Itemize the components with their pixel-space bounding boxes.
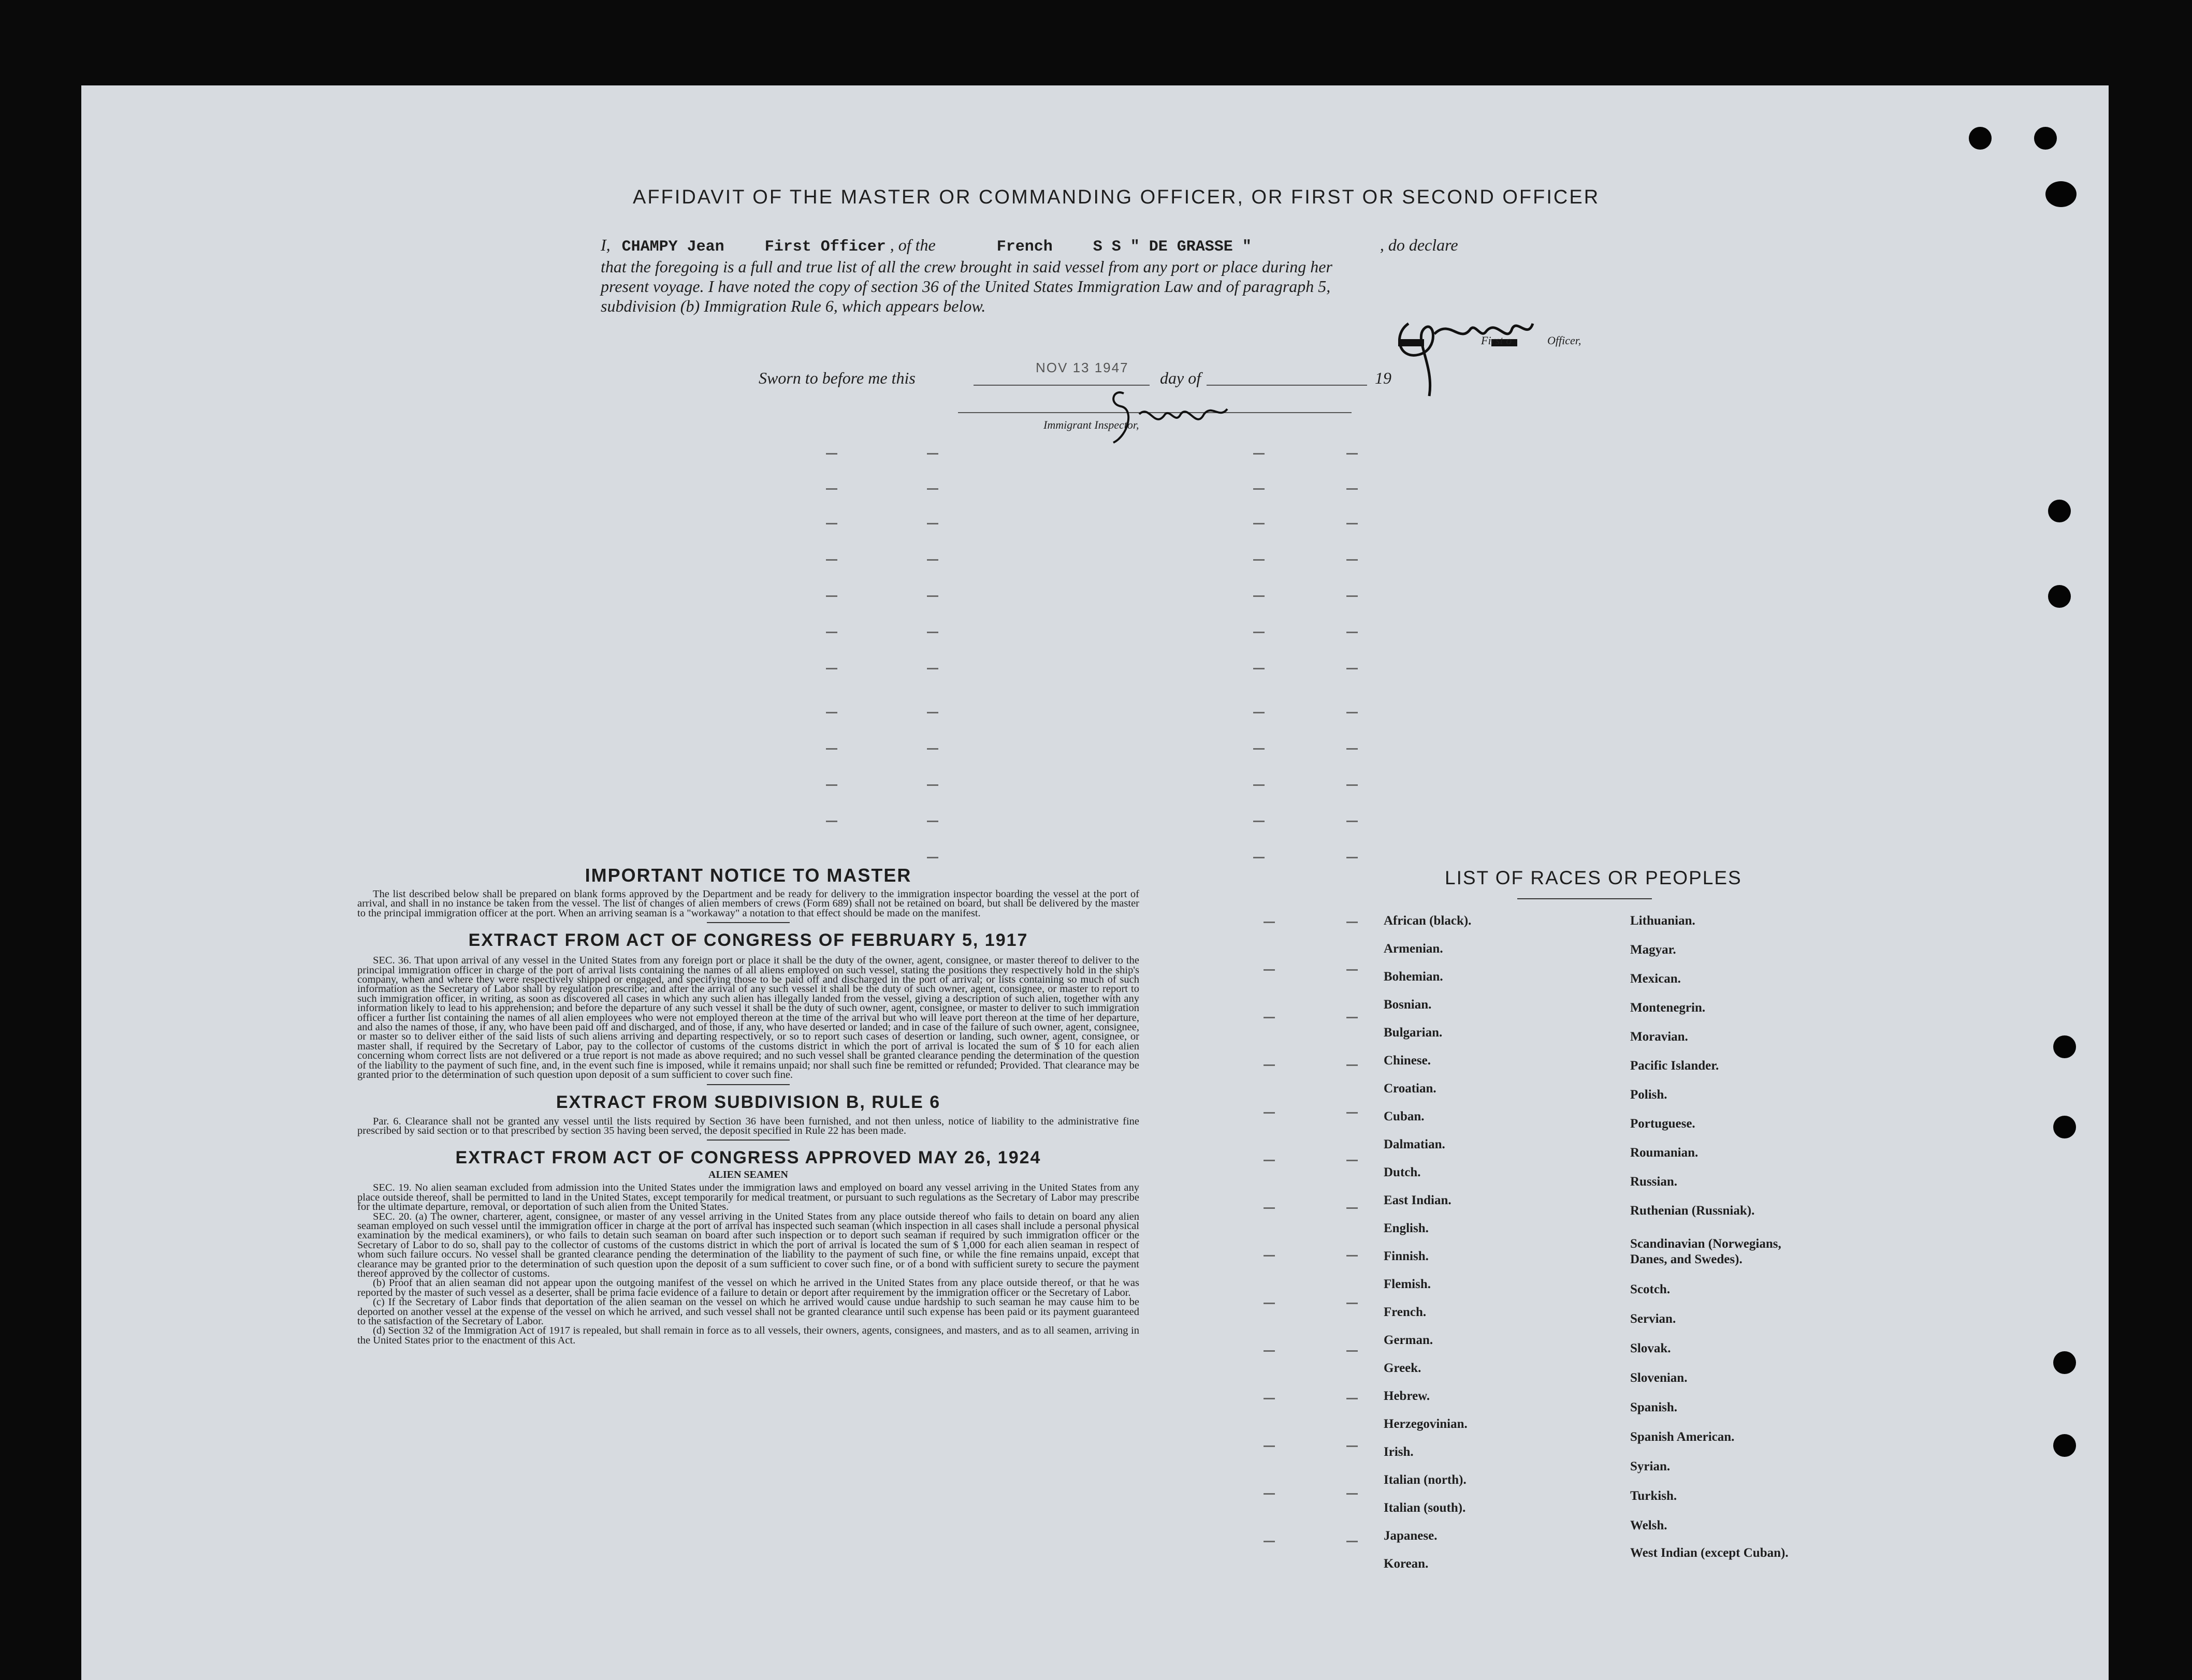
dash-mark: [1346, 748, 1358, 750]
dash-mark: [826, 712, 837, 713]
race-item: Dutch.: [1384, 1165, 1421, 1179]
officer-name: CHAMPY Jean: [621, 238, 724, 256]
race-item: Japanese.: [1384, 1529, 1438, 1543]
dash-mark: [1264, 1303, 1275, 1304]
dash-mark: [1253, 559, 1265, 561]
dash-mark: [1253, 668, 1265, 669]
race-item: Bohemian.: [1384, 970, 1443, 984]
race-item: East Indian.: [1384, 1193, 1451, 1207]
race-item: Finnish.: [1384, 1249, 1429, 1263]
dash-mark: [1346, 1303, 1358, 1304]
dash-mark: [826, 821, 837, 822]
nationality: French: [996, 238, 1053, 256]
dash-mark: [826, 748, 837, 750]
race-item: Moravian.: [1630, 1030, 1688, 1044]
punch-hole: [2053, 1351, 2076, 1374]
race-item: Herzegovinian.: [1384, 1417, 1468, 1431]
race-item: West Indian (except Cuban).: [1630, 1546, 1789, 1560]
dash-mark: [1253, 488, 1265, 490]
punch-hole: [2034, 127, 2057, 150]
dash-mark: [1264, 1493, 1275, 1495]
officer-title-label-2: Officer,: [1547, 334, 1581, 347]
extract-1917-heading: EXTRACT FROM ACT OF CONGRESS OF FEBRUARY 5, 1917: [468, 930, 1028, 951]
dash-mark: [927, 668, 938, 669]
race-item: English.: [1384, 1221, 1429, 1235]
dash-mark: [1346, 1160, 1358, 1161]
race-item: German.: [1384, 1333, 1433, 1347]
extract-1917-body: SEC. 36. That upon arrival of any vessel in the United States from any foreign port or place it shall be the duty of the owner, agent, consignee, or master thereof to deliver to the principal immigration officer in charge of the port of arrival lists containing the names of all aliens employed on such vessel, stating the positions they respectively hold in the ship's company, when and where they were respectively shipped or engaged, and specifying those to be paid off and discharged in the port of arrival; or lists containing so much of such information as the Secretary of Labor shall by regulation prescribe; and after the arrival of any such vessel it shall be the duty of such owner, agent, consignee, or master to report to such immigration officer, in writing, as soon as discovered all cases in which any such alien has illegally landed from the vessel, giving a description of such alien, together with any information likely to lead to his apprehension; and before the departure of any such vessel it shall be the duty of such owner, agent, consignee, or master to deliver to such immigration officer a further list containing the names of all alien employees who were not employed thereon at the time of the arrival but who will leave port thereon at the time of her departure, and also the names of those, if any, who have been paid off and discharged, and of those, if any, who have deserted or landed; and in case of the failure of such owner, agent, consignee, or master so to deliver either of the said lists of such aliens arriving and departing respectively, or so to report such cases of desertion or landing, such owner, agent, consignee, or master shall, if required by the Secretary of Labor, pay to the collector of customs of the customs district in which the port of arrival is located the sum of $ 10 for each alien concerning whom correct lists are not delivered or a true report is not made as above required; and no such vessel shall be granted clearance pending the determination of the question of the liability to the payment of such fine, and, in the event such fine is imposed, while it remains unpaid; nor shall such fine be remitted or refunded; Provided. That clearance may be granted prior to the determination of such question upon deposit of a sum sufficient to cover such fine.: [357, 955, 1139, 1081]
punch-hole: [2053, 1116, 2076, 1138]
month-field: [1207, 360, 1367, 386]
dash-mark: [1346, 668, 1358, 669]
alien-seamen-subheading: ALIEN SEAMEN: [708, 1169, 788, 1181]
dash-mark: [1264, 1112, 1275, 1114]
sworn-date-field: [974, 360, 1150, 386]
race-item: Scandinavian (Norwegians, Danes, and Swedes).: [1630, 1237, 1781, 1266]
race-item: Montenegrin.: [1630, 1001, 1706, 1015]
dash-mark: [1346, 922, 1358, 923]
punch-hole: [1969, 127, 1992, 150]
dash-mark: [1253, 748, 1265, 750]
dash-mark: [1346, 488, 1358, 490]
dash-mark: [927, 821, 938, 822]
race-item: Dalmatian.: [1384, 1137, 1445, 1151]
sec-20-body: SEC. 20. (a) The owner, charterer, agent, consignee, or master of any vessel arriving in the United States from any place outside thereof who fails to detain on board any alien seaman employed on such vessel until the immigration officer in charge at the port of arrival has inspected such seaman (which inspection in all cases shall include a personal physical examination by the medical examiners), or who fails to detain such seaman on board after such inspection or to deport such seaman if required by such immigration officer or the Secretary of Labor to do so, shall pay to the collector of customs of the customs district in which the port of arrival is located the sum of $ 1,000 for each alien seaman in respect of whom such failure occurs. No vessel shall be granted clearance pending the determination of the liability to the payment of such fine, or while the fine remains unpaid, except that clearance may be granted prior to the determination of such question upon the deposit of a sum sufficient to cover such fine, or of a bond with sufficient surety to secure the payment thereof approved by the collector of customs.: [357, 1210, 1139, 1279]
dash-mark: [1253, 632, 1265, 633]
race-item: Spanish American.: [1630, 1430, 1735, 1444]
race-item: Flemish.: [1384, 1277, 1431, 1291]
race-item: Welsh.: [1630, 1518, 1667, 1532]
race-item: Ruthenian (Russniak).: [1630, 1204, 1755, 1218]
affidavit-declaration-line: [601, 236, 1595, 256]
dash-mark: [1346, 1207, 1358, 1209]
date-stamp: NOV 13 1947: [1036, 360, 1129, 375]
dash-mark: [1346, 632, 1358, 633]
dash-mark: [1264, 1064, 1275, 1066]
day-of-label: day of: [1160, 369, 1201, 387]
affidavit-title: AFFIDAVIT OF THE MASTER OR COMMANDING OFFICER, OR FIRST OR SECOND OFFICER: [633, 186, 1600, 208]
dash-mark: [1346, 712, 1358, 713]
dash-mark: [826, 668, 837, 669]
inspector-label: Immigrant Inspector,: [1043, 418, 1139, 431]
notice-column: [357, 865, 1139, 1345]
race-item: Pacific Islander.: [1630, 1059, 1719, 1073]
race-item: Spanish.: [1630, 1400, 1678, 1414]
dash-mark: [1346, 1445, 1358, 1447]
sec-19-body: SEC. 19. No alien seaman excluded from admission into the United States under the immigration laws and employed on board any vessel arriving in the United States from any place outside thereof, shall be permitted to land in the United States, except temporarily for medical treatment, or pursuant to such regulations as the Secretary of Labor may prescribe for the ultimate departure, removal, or deportation of such alien from the United States.: [357, 1182, 1139, 1213]
race-item: Slovenian.: [1630, 1371, 1688, 1385]
dash-mark: [1346, 1255, 1358, 1257]
dash-mark: [927, 559, 938, 561]
race-item: Hebrew.: [1384, 1389, 1430, 1403]
race-item: Irish.: [1384, 1445, 1414, 1459]
officer-rank: First Officer: [764, 238, 886, 256]
punch-hole: [2048, 585, 2071, 608]
extract-1924-heading: EXTRACT FROM ACT OF CONGRESS APPROVED MAY 26, 1924: [455, 1148, 1041, 1168]
dash-mark: [1346, 1493, 1358, 1495]
dash-mark: [1264, 1207, 1275, 1209]
race-item: Magyar.: [1630, 943, 1676, 957]
inspector-signature: [1093, 383, 1248, 450]
dash-mark: [1346, 1112, 1358, 1114]
dash-mark: [1253, 453, 1265, 455]
section-rule: [707, 1084, 790, 1085]
race-item: Lithuanian.: [1630, 914, 1695, 928]
dash-mark: [1264, 969, 1275, 971]
dash-mark: [1253, 523, 1265, 524]
dash-mark: [1264, 1160, 1275, 1161]
dash-mark: [927, 857, 938, 858]
race-item: Polish.: [1630, 1088, 1667, 1102]
dash-mark: [1264, 1445, 1275, 1447]
race-item: Bulgarian.: [1384, 1026, 1443, 1040]
dash-mark: [1253, 595, 1265, 597]
race-item: African (black).: [1384, 914, 1472, 928]
section-rule: [707, 1140, 790, 1141]
notice-body: The list described below shall be prepared on blank forms approved by the Department and be ready for delivery to the immigration inspector boarding the vessel at the port of arrival, and shall in no instance be taken from the vessel. The list of changes of alien members of crews (Form 689) shall not be retained on board, but shall be delivered by the master to the principal immigration officer at the port. When an arriving seaman is a "workaway" a notation to that effect should be made on the manifest.: [357, 888, 1139, 919]
race-item: Chinese.: [1384, 1054, 1431, 1068]
dash-mark: [1346, 1350, 1358, 1352]
par-c-body: (c) If the Secretary of Labor finds that deportation of the alien seaman on the vessel on which he arrived would cause undue hardship to such seaman he may cause him to be deported on another vessel at the expense of the vessel on which he arrived, and such vessel shall not be granted clearance until such expense has been paid or its payment guaranteed to the satisfaction of the Secretary of Labor.: [357, 1296, 1139, 1327]
race-item: Roumanian.: [1630, 1146, 1699, 1160]
dash-mark: [927, 712, 938, 713]
race-item: Portuguese.: [1630, 1117, 1695, 1131]
sworn-text: Sworn to before me this: [759, 369, 916, 387]
declaration-prefix: I,: [601, 236, 611, 254]
race-item: Scotch.: [1630, 1282, 1671, 1296]
punch-hole: [2053, 1434, 2076, 1457]
race-item: Turkish.: [1630, 1489, 1677, 1503]
of-the-text: , of the: [890, 236, 936, 254]
race-item: Bosnian.: [1384, 998, 1432, 1012]
dash-mark: [927, 488, 938, 490]
dash-mark: [1346, 1398, 1358, 1399]
dash-mark: [1264, 1541, 1275, 1542]
dash-mark: [1346, 523, 1358, 524]
dash-mark: [1264, 1255, 1275, 1257]
par-d-body: (d) Section 32 of the Immigration Act of 1917 is repealed, but shall remain in force as to all vessels, their owners, agents, consignees, and masters, and as to all seamen, arriving in the United States prior to the enactment of this Act.: [357, 1325, 1139, 1346]
dash-mark: [826, 523, 837, 524]
race-item: Armenian.: [1384, 942, 1443, 956]
race-item: Syrian.: [1630, 1459, 1671, 1473]
race-item: Croatian.: [1384, 1082, 1436, 1095]
dash-mark: [1264, 922, 1275, 923]
race-item: Greek.: [1384, 1361, 1421, 1375]
extract-rule6-body: Par. 6. Clearance shall not be granted any vessel until the lists required by Section 36 have been furnished, and not then unless, notice of liability to the administrative fine prescribed by said section or to that prescribed by section 35 having been served, the deposit specified in Rule 22 has been made.: [357, 1115, 1139, 1136]
dash-mark: [927, 748, 938, 750]
dash-mark: [826, 559, 837, 561]
races-title: LIST OF RACES OR PEOPLES: [1445, 867, 1742, 888]
dash-mark: [1264, 1398, 1275, 1399]
dash-mark: [826, 453, 837, 455]
year-prefix: 19: [1375, 369, 1391, 387]
dash-mark: [1346, 595, 1358, 597]
race-item: Korean.: [1384, 1557, 1429, 1571]
do-declare-text: , do declare: [1380, 236, 1458, 254]
dash-mark: [1253, 784, 1265, 786]
dash-mark: [927, 523, 938, 524]
dash-mark: [826, 595, 837, 597]
race-item: Italian (south).: [1384, 1501, 1466, 1515]
race-item: Italian (north).: [1384, 1473, 1467, 1487]
dash-mark: [1346, 1064, 1358, 1066]
dash-mark: [1346, 453, 1358, 455]
punch-hole: [2053, 1035, 2076, 1058]
dash-mark: [1253, 712, 1265, 713]
dash-mark: [1346, 1541, 1358, 1542]
dash-mark: [1346, 857, 1358, 858]
dash-mark: [1264, 1350, 1275, 1352]
dash-mark: [1346, 559, 1358, 561]
race-item: Russian.: [1630, 1175, 1678, 1189]
race-item: Cuban.: [1384, 1109, 1425, 1123]
affidavit-line-3: present voyage. I have noted the copy of section 36 of the United States Immigration Law and of paragraph 5,: [601, 277, 1331, 296]
dash-mark: [1264, 1017, 1275, 1018]
par-b-body: (b) Proof that an alien seaman did not appear upon the outgoing manifest of the vessel on which he arrived in the United States from any place outside thereof, or that he was reported by the master of such vessel as a deserter, shall be prima facie evidence of a failure to detain or deport after requirement by the immigration officer or the Secretary of Labor.: [357, 1277, 1139, 1298]
dash-mark: [1346, 1017, 1358, 1018]
race-item: Mexican.: [1630, 972, 1681, 986]
race-item: Slovak.: [1630, 1341, 1671, 1355]
dash-mark: [1346, 969, 1358, 971]
notice-heading: IMPORTANT NOTICE TO MASTER: [585, 865, 912, 886]
officer-title-label-1: First o: [1481, 334, 1512, 347]
dash-mark: [1346, 784, 1358, 786]
dash-mark: [927, 632, 938, 633]
extract-rule6-heading: EXTRACT FROM SUBDIVISION B, RULE 6: [556, 1092, 941, 1112]
sworn-line: [759, 369, 916, 388]
dash-mark: [826, 632, 837, 633]
dash-mark: [1253, 821, 1265, 822]
section-rule: [707, 922, 790, 923]
race-item: French.: [1384, 1305, 1427, 1319]
dash-mark: [1346, 821, 1358, 822]
races-title-rule: [1517, 898, 1652, 899]
dash-mark: [826, 784, 837, 786]
dash-mark: [927, 784, 938, 786]
officer-signature: [1388, 303, 1548, 406]
affidavit-line-2: that the foregoing is a full and true list of all the crew brought in said vessel from any port or place during her: [601, 257, 1332, 276]
dash-mark: [826, 488, 837, 490]
punch-hole: [2048, 500, 2071, 522]
dash-mark: [927, 453, 938, 455]
dash-mark: [927, 595, 938, 597]
race-item: Servian.: [1630, 1312, 1676, 1326]
vessel-name: S S " DE GRASSE ": [1093, 238, 1252, 256]
affidavit-line-4: subdivision (b) Immigration Rule 6, which appears below.: [601, 297, 986, 315]
punch-hole: [2045, 181, 2077, 207]
dash-mark: [1253, 857, 1265, 858]
